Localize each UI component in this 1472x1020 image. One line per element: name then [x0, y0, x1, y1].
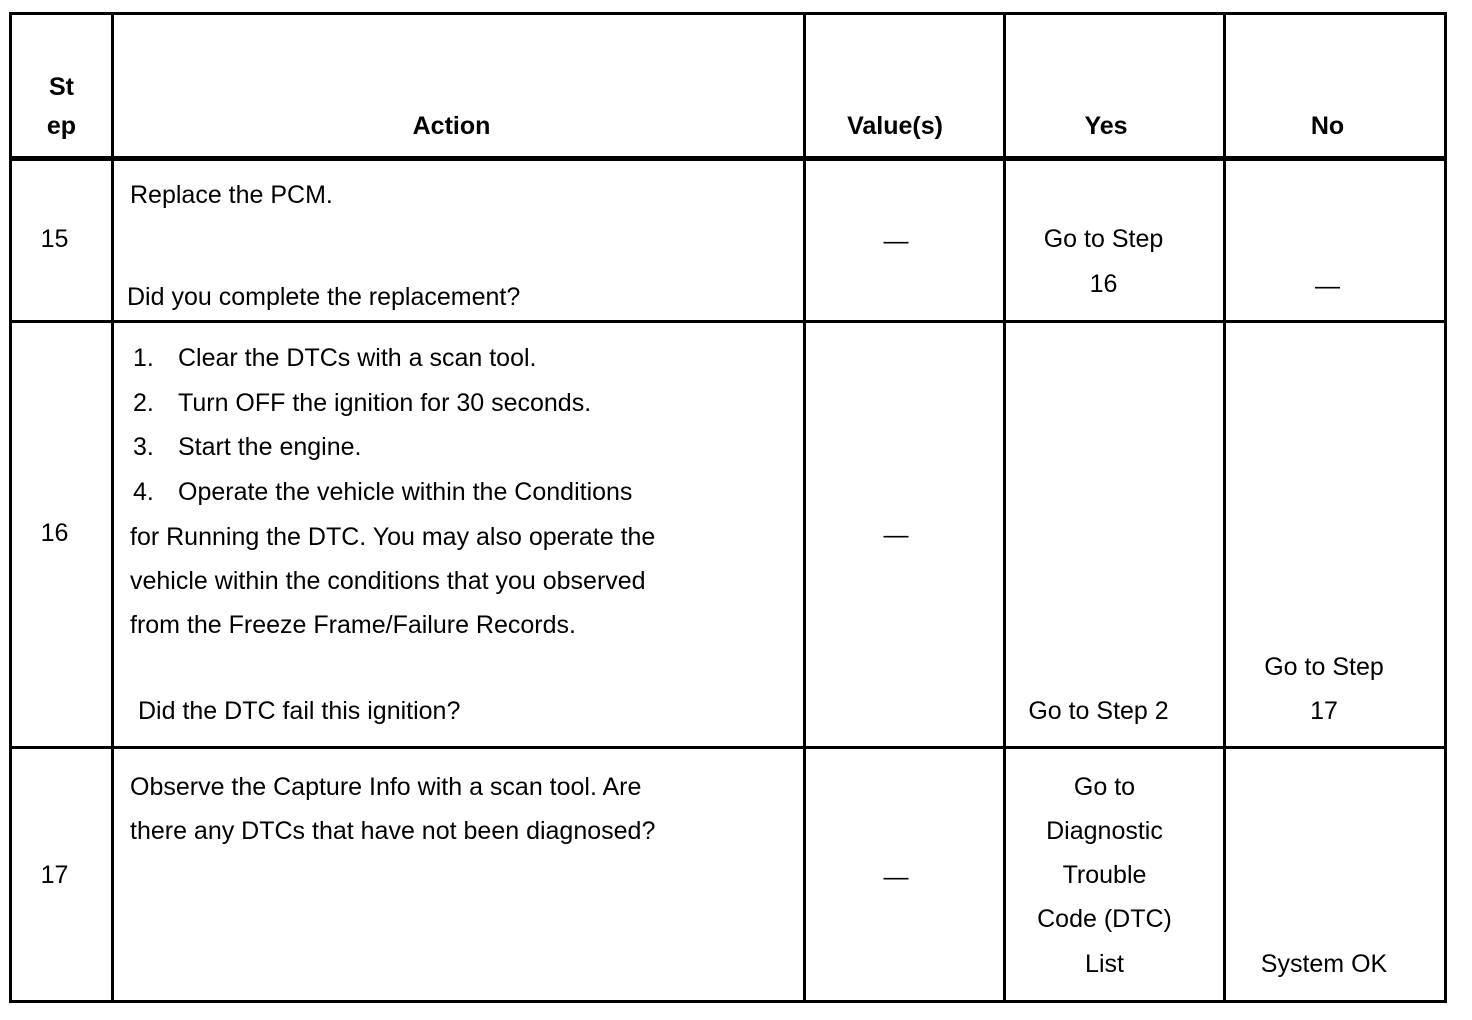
- action-17-line1: Observe the Capture Info with a scan tool. Are: [130, 773, 642, 801]
- step-number-16: 16: [40, 519, 69, 547]
- action-17-line2: there any DTCs that have not been diagnosed?: [130, 817, 656, 845]
- action-16-item-1-text: Clear the DTCs with a scan tool.: [178, 344, 537, 372]
- action-16-item-3-num: 3.: [133, 433, 154, 461]
- action-16-continuation-3: from the Freeze Frame/Failure Records.: [130, 611, 576, 639]
- no-15: —: [1315, 272, 1340, 300]
- no-17: System OK: [1260, 950, 1388, 978]
- step-number-15: 15: [40, 225, 69, 253]
- header-yes: Yes: [1084, 112, 1128, 140]
- action-16-continuation-2: vehicle within the conditions that you observed: [130, 567, 646, 595]
- no-16-line1: Go to Step: [1264, 653, 1384, 681]
- yes-17-line5: List: [1085, 950, 1124, 978]
- action-16-item-1-num: 1.: [133, 344, 154, 372]
- action-15-question: Did you complete the replacement?: [127, 283, 521, 311]
- action-16-item-4-text: Operate the vehicle within the Conditions: [178, 478, 633, 506]
- action-15-text: Replace the PCM.: [130, 181, 333, 209]
- yes-17-line2: Diagnostic: [1046, 817, 1163, 845]
- step-number-17: 17: [40, 861, 69, 889]
- action-16-item-2-num: 2.: [133, 389, 154, 417]
- yes-17-line3: Trouble: [1062, 861, 1147, 889]
- value-17: —: [883, 863, 909, 891]
- yes-15-line1: Go to Step: [1043, 225, 1164, 253]
- row-divider-15: [9, 320, 1447, 323]
- action-16-question: Did the DTC fail this ignition?: [138, 697, 461, 725]
- action-16-item-4-num: 4.: [133, 478, 154, 506]
- yes-16: Go to Step 2: [1028, 697, 1169, 725]
- yes-17-line1: Go to: [1073, 773, 1136, 801]
- header-step-line1: St: [49, 73, 74, 101]
- diagnostic-table: [9, 12, 1447, 1003]
- table-border-bottom: [9, 1000, 1447, 1003]
- header-values: Value(s): [847, 112, 943, 140]
- header-action: Action: [412, 112, 491, 140]
- no-16-line2: 17: [1310, 697, 1338, 725]
- value-15: —: [883, 227, 909, 255]
- row-divider-16: [9, 746, 1447, 749]
- action-16-item-2-text: Turn OFF the ignition for 30 seconds.: [178, 389, 592, 417]
- yes-17-line4: Code (DTC): [1037, 905, 1172, 933]
- action-16-item-3-text: Start the engine.: [178, 433, 362, 461]
- header-step-line2: ep: [46, 112, 77, 140]
- header-divider: [9, 156, 1447, 161]
- value-16: —: [883, 521, 909, 549]
- header-no: No: [1310, 112, 1345, 140]
- yes-15-line2: 16: [1089, 270, 1118, 298]
- table-border-top: [9, 12, 1447, 15]
- action-16-continuation-1: for Running the DTC. You may also operate the: [130, 523, 656, 551]
